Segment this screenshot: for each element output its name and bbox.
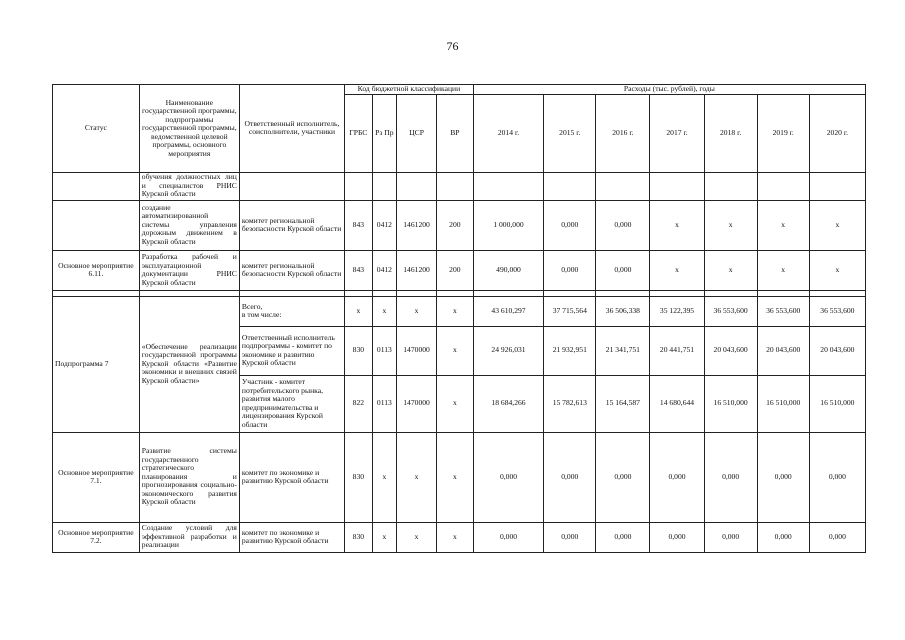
cell-code: 843 bbox=[345, 200, 373, 250]
cell-code: 200 bbox=[436, 250, 473, 290]
table-row bbox=[53, 200, 866, 250]
header-code-group: Код бюджетной классификации bbox=[345, 85, 474, 95]
header-code: ГРБС bbox=[345, 94, 373, 172]
cell-value: 36 553,600 bbox=[704, 296, 757, 326]
cell-code: х bbox=[397, 432, 437, 522]
cell-code: 0412 bbox=[372, 250, 397, 290]
header-year: 2017 г. bbox=[650, 94, 704, 172]
cell-value: х bbox=[704, 250, 757, 290]
cell-status bbox=[53, 172, 140, 200]
cell-code: 0412 bbox=[372, 200, 397, 250]
table-row bbox=[53, 250, 866, 290]
cell-code bbox=[397, 172, 437, 200]
header-expenses-group: Расходы (тыс. рублей), годы bbox=[473, 85, 865, 95]
cell-code bbox=[345, 172, 373, 200]
header-code: ЦСР bbox=[397, 94, 437, 172]
cell-code: 830 bbox=[345, 522, 373, 552]
cell-value: 0,000 bbox=[650, 432, 704, 522]
cell-name: Разработка рабочей и эксплуатационной документации РНИС Курской области bbox=[139, 250, 239, 290]
cell-value: х bbox=[757, 250, 809, 290]
cell-value bbox=[544, 172, 596, 200]
cell-name: Создание условий для эффективной разработки и реализации bbox=[139, 522, 239, 552]
cell-code: 830 bbox=[345, 432, 373, 522]
table-row bbox=[53, 296, 866, 326]
cell-code: х bbox=[436, 432, 473, 522]
cell-value: 0,000 bbox=[596, 432, 650, 522]
cell-value: 0,000 bbox=[757, 432, 809, 522]
cell-status bbox=[53, 200, 140, 250]
cell-value: 0,000 bbox=[757, 522, 809, 552]
cell-value: 20 043,600 bbox=[757, 326, 809, 375]
cell-name: «Обеспечение реализации государственной программы Курской области «Развитие экономики и внешних связей Курской области» bbox=[139, 296, 239, 432]
cell-code bbox=[372, 172, 397, 200]
cell-status: Основное мероприятие 6.11. bbox=[53, 250, 140, 290]
cell-value: х bbox=[650, 200, 704, 250]
cell-responsible: Участник - комитет потребительского рынка, развития малого предпринимательства и лицензирования Курской области bbox=[239, 375, 344, 432]
cell-status: Подпрограмма 7 bbox=[53, 296, 140, 432]
header-responsible: Ответственный исполнитель, соисполнители, участники bbox=[239, 85, 344, 173]
cell-value bbox=[809, 172, 865, 200]
cell-code: х bbox=[372, 432, 397, 522]
header-year: 2016 г. bbox=[596, 94, 650, 172]
cell-responsible: Ответственный исполнитель подпрограммы - комитет по экономике и развитию Курской области bbox=[239, 326, 344, 375]
cell-value: 0,000 bbox=[596, 522, 650, 552]
cell-responsible: Всего, в том числе: bbox=[239, 296, 344, 326]
cell-code: х bbox=[436, 326, 473, 375]
cell-value: 0,000 bbox=[544, 432, 596, 522]
cell-value: 16 510,000 bbox=[757, 375, 809, 432]
cell-code: х bbox=[397, 522, 437, 552]
cell-code: х bbox=[372, 522, 397, 552]
cell-value: 0,000 bbox=[544, 200, 596, 250]
cell-value: 43 610,297 bbox=[473, 296, 543, 326]
cell-value: 0,000 bbox=[544, 522, 596, 552]
budget-table bbox=[52, 84, 866, 553]
header-year: 2014 г. bbox=[473, 94, 543, 172]
cell-value: 35 122,395 bbox=[650, 296, 704, 326]
cell-code: х bbox=[436, 375, 473, 432]
cell-code: 1470000 bbox=[397, 326, 437, 375]
cell-value: 0,000 bbox=[809, 432, 865, 522]
cell-value bbox=[704, 172, 757, 200]
page-number: 76 bbox=[446, 39, 459, 53]
cell-value: 37 715,564 bbox=[544, 296, 596, 326]
cell-value: 0,000 bbox=[650, 522, 704, 552]
cell-code: х bbox=[436, 296, 473, 326]
cell-status: Основное мероприятие 7.1. bbox=[53, 432, 140, 522]
cell-code bbox=[436, 172, 473, 200]
header-year: 2018 г. bbox=[704, 94, 757, 172]
cell-code: х bbox=[436, 522, 473, 552]
cell-value: 1 000,000 bbox=[473, 200, 543, 250]
cell-value: 14 680,644 bbox=[650, 375, 704, 432]
cell-value: 0,000 bbox=[473, 522, 543, 552]
cell-value: 36 553,600 bbox=[757, 296, 809, 326]
cell-code: х bbox=[397, 296, 437, 326]
cell-code: х bbox=[372, 296, 397, 326]
cell-code: 1461200 bbox=[397, 200, 437, 250]
header-name: Наименование государственной программы, подпрограммы государственной программы, ведомственной целевой программы, основного мероприятия bbox=[139, 85, 239, 173]
cell-responsible: комитет по экономике и развитию Курской области bbox=[239, 432, 344, 522]
cell-value: 0,000 bbox=[596, 250, 650, 290]
cell-value: 0,000 bbox=[473, 432, 543, 522]
cell-value: 0,000 bbox=[704, 522, 757, 552]
cell-responsible: комитет региональной безопасности Курской области bbox=[239, 200, 344, 250]
table-row bbox=[53, 522, 866, 552]
cell-value: 18 684,266 bbox=[473, 375, 543, 432]
header-year: 2015 г. bbox=[544, 94, 596, 172]
cell-value: 24 926,031 bbox=[473, 326, 543, 375]
cell-value: 0,000 bbox=[809, 522, 865, 552]
cell-value: х bbox=[809, 200, 865, 250]
cell-code: 0113 bbox=[372, 375, 397, 432]
cell-value bbox=[473, 172, 543, 200]
cell-value: х bbox=[757, 200, 809, 250]
cell-value: 15 782,613 bbox=[544, 375, 596, 432]
cell-value: 0,000 bbox=[704, 432, 757, 522]
cell-code: 200 bbox=[436, 200, 473, 250]
cell-code: 843 bbox=[345, 250, 373, 290]
cell-value: 16 510,000 bbox=[704, 375, 757, 432]
cell-value: х bbox=[809, 250, 865, 290]
cell-value: 20 043,600 bbox=[809, 326, 865, 375]
cell-value: 15 164,587 bbox=[596, 375, 650, 432]
cell-value: 16 510,000 bbox=[809, 375, 865, 432]
cell-value: 490,000 bbox=[473, 250, 543, 290]
cell-responsible: комитет по экономике и развитию Курской области bbox=[239, 522, 344, 552]
cell-value: 21 341,751 bbox=[596, 326, 650, 375]
cell-value: 20 441,751 bbox=[650, 326, 704, 375]
header-code: ВР bbox=[436, 94, 473, 172]
cell-value: 20 043,600 bbox=[704, 326, 757, 375]
cell-name: Развитие системы государственного стратегического планирования и прогнозирования социально-экономического развития Курской области bbox=[139, 432, 239, 522]
header-status: Статус bbox=[53, 85, 140, 173]
cell-value bbox=[757, 172, 809, 200]
cell-value: 0,000 bbox=[544, 250, 596, 290]
cell-code: 1470000 bbox=[397, 375, 437, 432]
table-row bbox=[53, 172, 866, 200]
cell-value bbox=[650, 172, 704, 200]
cell-responsible: комитет региональной безопасности Курской области bbox=[239, 250, 344, 290]
cell-code: 830 bbox=[345, 326, 373, 375]
cell-code: 0113 bbox=[372, 326, 397, 375]
table-row bbox=[53, 432, 866, 522]
cell-value: 21 932,951 bbox=[544, 326, 596, 375]
cell-value: 36 506,338 bbox=[596, 296, 650, 326]
cell-value: х bbox=[704, 200, 757, 250]
cell-code: 822 bbox=[345, 375, 373, 432]
cell-value: 36 553,600 bbox=[809, 296, 865, 326]
cell-name: обучения должностных лиц и специалистов РНИС Курской области bbox=[139, 172, 239, 200]
cell-value: х bbox=[650, 250, 704, 290]
cell-value: 0,000 bbox=[596, 200, 650, 250]
cell-name: создание автоматизированной системы управления дорожным движением в Курской области bbox=[139, 200, 239, 250]
header-code: Рз Пр bbox=[372, 94, 397, 172]
header-year: 2020 г. bbox=[809, 94, 865, 172]
cell-value bbox=[596, 172, 650, 200]
cell-status: Основное мероприятие 7.2. bbox=[53, 522, 140, 552]
cell-code: х bbox=[345, 296, 373, 326]
cell-code: 1461200 bbox=[397, 250, 437, 290]
cell-responsible bbox=[239, 172, 344, 200]
header-year: 2019 г. bbox=[757, 94, 809, 172]
